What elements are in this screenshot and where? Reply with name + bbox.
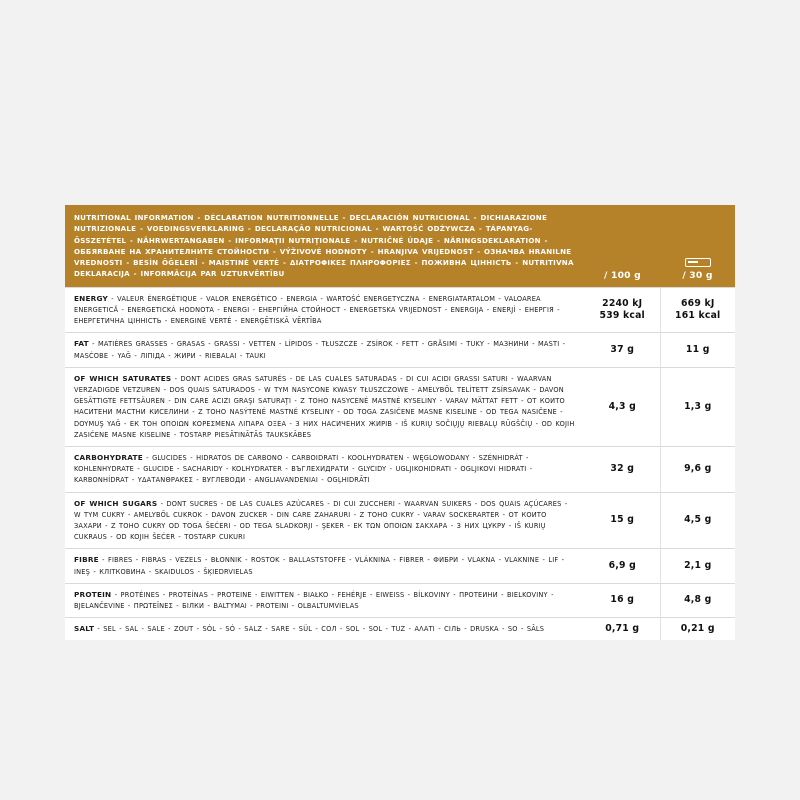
column-header-per-100g xyxy=(585,205,660,287)
nutrient-value-protein-per-100g: 16 g xyxy=(585,583,660,617)
nutrient-value-saturates-per-30g: 1,3 g xyxy=(660,367,735,446)
nutrient-value-protein-per-30g: 4,8 g xyxy=(660,583,735,617)
table-row xyxy=(65,333,735,367)
table-row xyxy=(65,492,735,549)
energy-kj-100g: 2240 kJ xyxy=(602,297,643,309)
nutrient-value-saturates-per-100g: 4,3 g xyxy=(585,367,660,446)
column-header-per-100g-label: / 100 g xyxy=(604,269,641,281)
table-row xyxy=(65,367,735,446)
bar-portion-icon xyxy=(685,258,711,267)
nutrient-label-of-which-saturates: OF WHICH SATURATES - DONT ACIDES GRAS SATURÉS - DE LAS CUALES SATURADAS - DI CUI ACIDI GRASSI SATURI - WAARVAN VERZADIGDE VETZUREN - DOS QUAIS SATURADOS - W TYM NASYCONE KWASY TŁUSZCZOWE - AMELYBŐL TELÍTETT ZSÍRSAVAK - DAVON GESÄTTIGTE FETTSÄUREN - DIN CARE ACIZI GRAŞI SATURAŢI - Z TOHO NASYCENÉ MASTNÉ KYSELINY - VARAV MÄTTAT FETT - ОТ КОИТО НАСИТЕНИ МАСТНИ КИСЕЛИНИ - Z TOHO NASÝTENÉ MASTNÉ KYSELINY - OD TOGA ZASIĆENE MASNE KISELINE - OD TEGA NASIČENE - DOYMUŞ YAĞ - ЕК ТОН ΟΠΟΙΩΝ ΚΟΡΕΣΜΕΝΑ ΛΙΠΑΡΑ ΟΞΕΑ - З НИХ НАСИЧЕНИХ ЖИРІВ - IŠ KURIŲ SOČIŲJŲ RIEBALŲ RŪGŠČIŲ - OD KOJIH ZASIĆENE MASNE KISELINE - TOSTARP PIESĀTINĀTĀS TAUKSKĀBES xyxy=(65,367,585,446)
column-header-per-30g xyxy=(660,205,735,287)
nutrient-value-energy-per-100g xyxy=(585,287,660,333)
table-header-title: NUTRITIONAL INFORMATION - DÉCLARATION NUTRITIONNELLE - DECLARACIÓN NUTRICIONAL - DICHIARAZIONE NUTRIZIONALE - VOEDINGSVERKLARING - DECLARAÇÃO NUTRICIONAL - WARTOŚĆ ODŻYWCZA - TÁPANYAG-ÖSSZETÉTEL - NÄHRWERTANGABEN - INFORMAŢII NUTRIŢIONALE - NUTRIČNÉ ÚDAJE - NÄRINGSDEKLARATION - ОББЯRВАНЕ НА ХРАНИТЕЛНИТЕ СТОЙНОСТИ - VÝŽIVOVÉ HODNOTY - HRANJIVA VRIJEDNOST - ОЗНАЧBА HRANILNE VREDNOSTI - BESİN ÖĞELERİ - MAISTINĖ VERTĖ - ΔΙΑΤΡΟΦΙΚΕΣ ΠΛΗΡΟΦΟΡΙΕΣ - ПОЖИВНА ЦІННІСТЬ - NUTRITIVNA DEKLARACIJA - INFORMĀCIJA PAR UZTURVĒRTĪBU xyxy=(65,205,585,287)
table-row xyxy=(65,618,735,641)
nutrient-label-of-which-sugars: OF WHICH SUGARS - DONT SUCRES - DE LAS CUALES AZÚCARES - DI CUI ZUCCHERI - WAARVAN SUIKERS - DOS QUAIS AÇÚCARES - W TYM CUKRY - AMELYBŐL CUKROK - DAVON ZUCKER - DIN CARE ZAHARURI - Z TOHO CUKRY - VARAV SOCKERARTER - ОТ КОИТО ЗАХАРИ - Z TOHO CUKRY OD TOGA ŠEĆERI - OD TEGA SLADKORJI - ŞEKER - ЕК ΤΩΝ ΟΠΟΙΩΝ ΣΑΚΧΑΡΑ - З НИХ ЦУКРУ - IŠ KURIŲ CUKRAUS - OD KOJIH ŠEĆER - TOSTARP CUKURI xyxy=(65,492,585,549)
nutrient-value-energy-per-30g xyxy=(660,287,735,333)
nutrient-label-fibre: FIBRE - FIBRES - FIBRAS - VEZELS - BŁONNIK - ROSTOK - BALLASTSTOFFE - VLÁKNINA - FIBRER - ФИБРИ - VLAKNA - VLAKNINE - LIF - INEŞ - КЛІТКОВИНА - SKAIDULOS - ŠĶIEDRVIELAS xyxy=(65,549,585,583)
energy-kj-30g: 669 kJ xyxy=(681,297,715,309)
energy-kcal-100g: 539 kcal xyxy=(599,310,645,322)
nutrient-value-sugars-per-100g: 15 g xyxy=(585,492,660,549)
nutrient-label-salt: SALT - SEL - SAL - SALE - ZOUT - SÓL - SÓ - SALZ - SARE - SÜL - СОЛ - SOL - SOL - TUZ - ΑΛΑΤΙ - СІЛЬ - DRUSKA - SO - SĀLS xyxy=(65,618,585,641)
table-row xyxy=(65,583,735,617)
nutrient-label-carbohydrate: CARBOHYDRATE - GLUCIDES - HIDRATOS DE CARBONO - CARBOIDRATI - KOOLHYDRATEN - WĘGLOWODANY - SZÉNHIDRÁT - KOHLENHYDRATE - GLUCIDE - SACHARIDY - KOLHYDRATER - ВЪГЛЕХИДРАТИ - GLYCIDY - UGLJIKOHIDRATI - OGLJIKOVI HIDRATI - KARBONHİDRAT - ΥΔΑΤΑΝΘΡΑΚΕΣ - ВУГЛЕВОДИ - ANGLIAVANDENIAI - OGĻHIDRĀTI xyxy=(65,447,585,493)
nutrient-label-protein: PROTEIN - PROTÉINES - PROTEÍNAS - PROTEINE - EIWITTEN - BIAŁKO - FEHÉRJE - EIWEISS - BÍLKOVINY - ПРОТЕИНИ - BIELKOVINY - BJELANČEVINE - ΠΡΩΤΕΪΝΕΣ - БІЛКИ - BALTYMAI - PROTEINI - OLBALTUMVIELAS xyxy=(65,583,585,617)
nutrient-value-salt-per-100g: 0,71 g xyxy=(585,618,660,641)
nutrient-value-salt-per-30g: 0,21 g xyxy=(660,618,735,641)
nutrient-value-fat-per-30g: 11 g xyxy=(660,333,735,367)
nutrient-label-fat: FAT - MATIÈRES GRASSES - GRASAS - GRASSI - VETTEN - LÍPIDOS - TŁUSZCZE - ZSÍROK - FETT - GRĂSIMI - TUKY - МАЗНИНИ - MASTI - MASĊOBE - YAĞ - ЛІПІДА - ЖИРИ - RIEBALAI - TAUKI xyxy=(65,333,585,367)
energy-kcal-30g: 161 kcal xyxy=(675,310,721,322)
nutrition-table-container xyxy=(65,205,735,640)
nutrient-value-fibre-per-30g: 2,1 g xyxy=(660,549,735,583)
nutrient-value-sugars-per-30g: 4,5 g xyxy=(660,492,735,549)
nutrient-value-carbohydrate-per-30g: 9,6 g xyxy=(660,447,735,493)
nutrient-value-fibre-per-100g: 6,9 g xyxy=(585,549,660,583)
nutrition-table xyxy=(65,205,735,640)
table-row xyxy=(65,447,735,493)
table-header-row xyxy=(65,205,735,287)
nutrient-label-energy: ENERGY - VALEUR ÉNERGÉTIQUE - VALOR ENERGÉTICO - ENERGIA - WARTOŚĆ ENERGETYCZNA - ENERGIATARTALOM - VALOAREA ENERGETICĂ - ENERGETICKÁ HODNOTA - ENERGI - ЕНЕРГІЙНА СТОЙНОСТ - ENERGETSKA VRIJEDNOST - ENERGIJA - ENERJİ - ЕНЕРГІЯ - ЕНЕРГЕТИЧНА ЦІННІСТЬ - ENERGINĖ VERTĖ - ENERĢĒTISKĀ VĒRTĪBA xyxy=(65,287,585,333)
table-row xyxy=(65,549,735,583)
nutrient-value-carbohydrate-per-100g: 32 g xyxy=(585,447,660,493)
column-header-per-30g-label: / 30 g xyxy=(682,269,713,281)
nutrient-value-fat-per-100g: 37 g xyxy=(585,333,660,367)
table-row xyxy=(65,287,735,333)
